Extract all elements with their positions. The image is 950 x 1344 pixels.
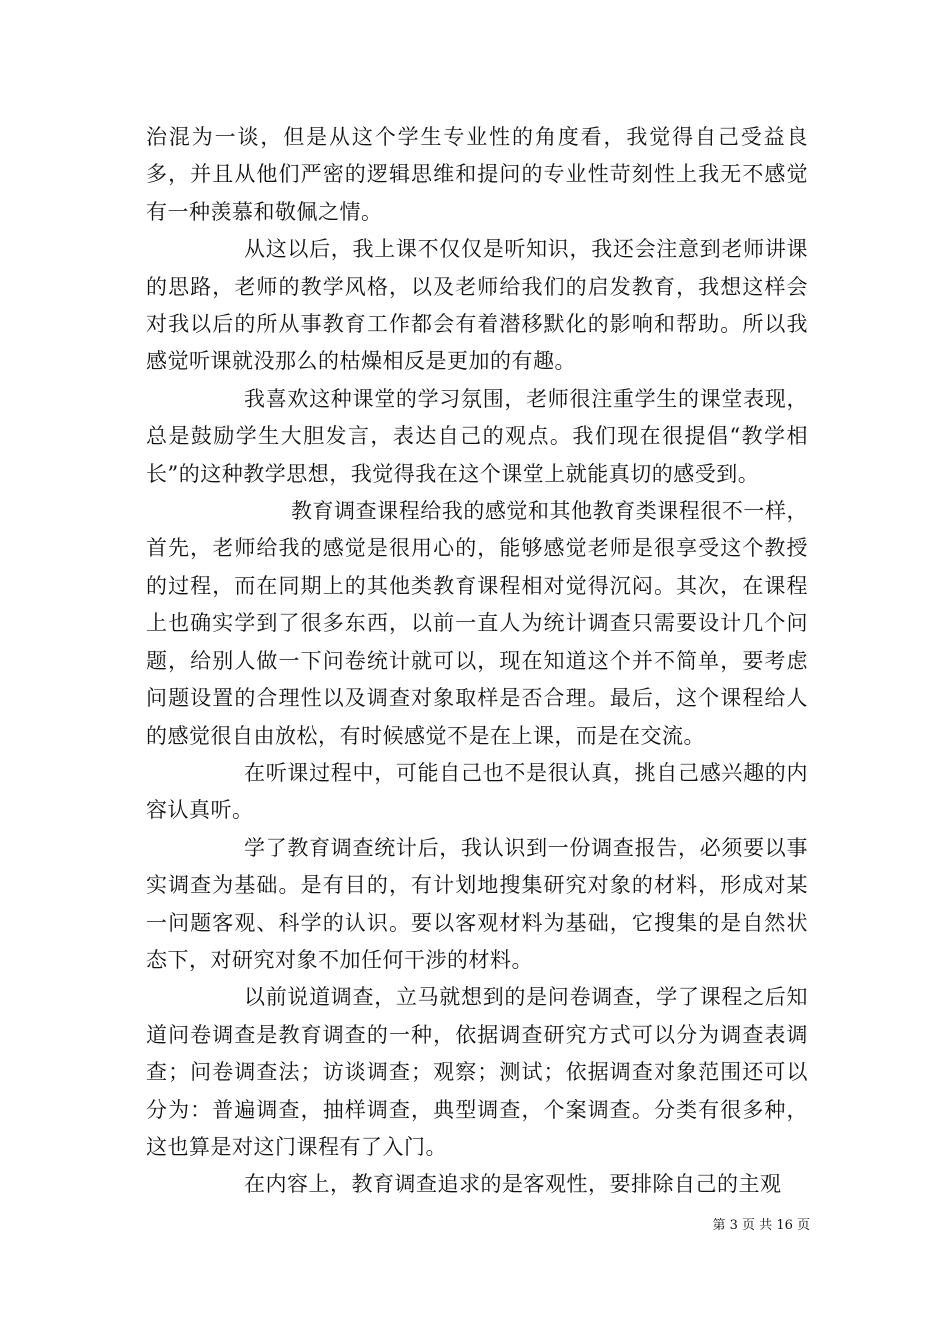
- paragraph: 以前说道调查，立马就想到的是问卷调查，学了课程之后知道问卷调查是教育调查的一种，依据调查研究方式可以分为调查表调查；问卷调查法；访谈调查；观察；测试；依据调查对象范围还可以分为：普遍调查，抽样调查，典型调查，个案调查。分类有很多种，这也算是对这门课程有了入门。: [146, 985, 808, 1159]
- page-number-footer: 第 3 页 共 16 页: [712, 1218, 810, 1233]
- paragraph: 学了教育调查统计后，我认识到一份调查报告，必须要以事实调查为基础。是有目的，有计划地搜集研究对象的材料，形成对某一问题客观、科学的认识。要以客观材料为基础，它搜集的是自然状态下，对研究对象不加任何干涉的材料。: [146, 835, 808, 972]
- paragraph: 从这以后，我上课不仅仅是听知识，我还会注意到老师讲课的思路，老师的教学风格，以及老师给我们的启发教育，我想这样会对我以后的所从事教育工作都会有着潜移默化的影响和帮助。所以我感觉听课就没那么的枯燥相反是更加的有趣。: [146, 237, 808, 374]
- paragraph: 在听课过程中，可能自己也不是很认真，挑自己感兴趣的内容认真听。: [146, 760, 808, 823]
- paragraph: 教育调查课程给我的感觉和其他教育类课程很不一样，首先，老师给我的感觉是很用心的，能够感觉老师是很享受这个教授的过程，而在同期上的其他类教育课程相对觉得沉闷。其次，在课程上也确实学到了很多东西，以前一直人为统计调查只需要设计几个问题，给别人做一下问卷统计就可以，现在知道这个并不简单，要考虑问题设置的合理性以及调查对象取样是否合理。最后，这个课程给人的感觉很自由放松，有时候感觉不是在上课，而是在交流。: [146, 499, 808, 748]
- paragraph: 在内容上，教育调查追求的是客观性，要排除自己的主观: [244, 1172, 782, 1197]
- paragraph: 我喜欢这种课堂的学习氛围，老师很注重学生的课堂表现，总是鼓励学生大胆发言，表达自己的观点。我们现在很提倡“教学相长”的这种教学思想，我觉得我在这个课堂上就能真切的感受到。: [146, 386, 808, 486]
- body-text: [146, 119, 808, 1204]
- paragraph-continuation: 治混为一谈，但是从这个学生专业性的角度看，我觉得自己受益良多，并且从他们严密的逻辑思维和提问的专业性苛刻性上我无不感觉有一种羡慕和敬佩之情。: [146, 125, 808, 224]
